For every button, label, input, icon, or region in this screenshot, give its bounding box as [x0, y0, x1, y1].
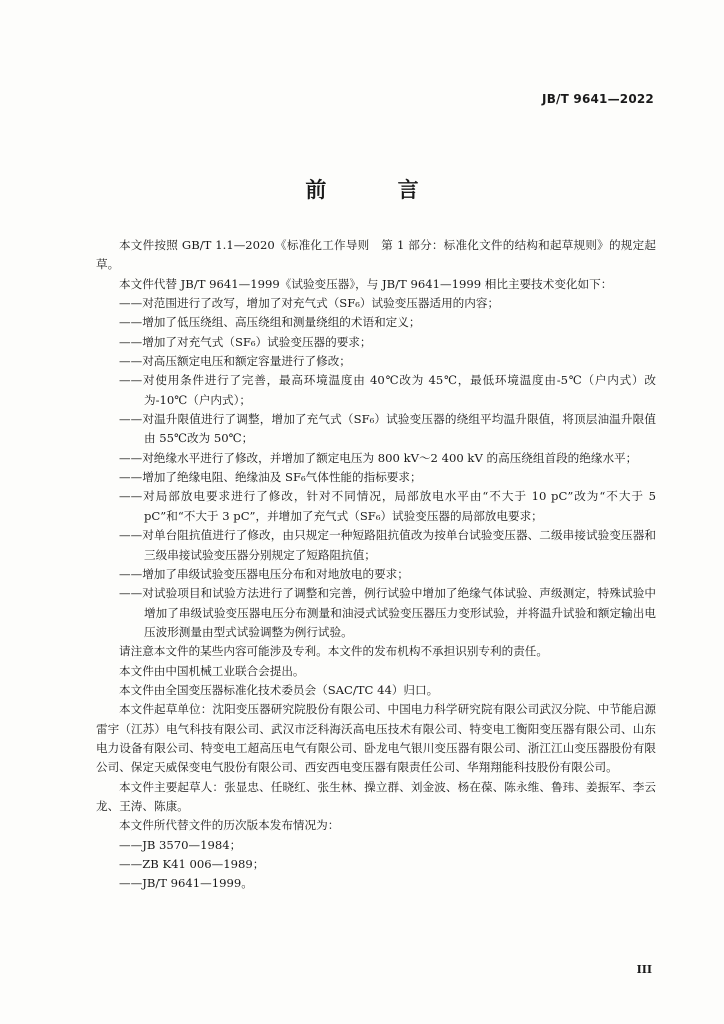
history-item: ——JB 3570—1984；	[119, 837, 242, 852]
change-item: ——对单台阻抗值进行了修改，由只规定一种短路阻抗值改为按单台试验变压器、二级串接试验变压器和三级串接试验变压器分别规定了短路阻抗值；	[119, 528, 656, 562]
change-item: ——对局部放电要求进行了修改，针对不同情况，局部放电水平由“不大于 10 pC”改为“不大于 5 pC”和“不大于 3 pC”，并增加了充气式（SF₆）试验变压器的局部放电要求；	[119, 489, 656, 523]
change-item: ——增加了绝缘电阻、绝缘油及 SF₆气体性能的指标要求；	[119, 470, 422, 485]
change-item: ——对使用条件进行了完善，最高环境温度由 40℃改为 45℃，最低环境温度由-5℃（户内式）改为-10℃（户内式）；	[119, 373, 656, 407]
main-drafters: 本文件主要起草人：张显忠、任晓红、张生林、操立群、刘金波、杨在葆、陈永维、鲁玮、姜振军、李云龙、王涛、陈康。	[96, 779, 656, 813]
history-intro: 本文件所代替文件的历次版本发布情况为：	[119, 818, 340, 833]
document-body	[96, 236, 656, 894]
change-item: ——对范围进行了改写，增加了对充气式（SF₆）试验变压器适用的内容；	[119, 296, 500, 311]
committee-statement: 本文件由全国变压器标准化技术委员会（SAC/TC 44）归口。	[119, 682, 439, 697]
proposer-statement: 本文件由中国机械工业联合会提出。	[119, 663, 305, 678]
drafting-organizations: 本文件起草单位：沈阳变压器研究院股份有限公司、中国电力科学研究院有限公司武汉分院、中节能启源雷宇（江苏）电气科技有限公司、武汉市泛科海沃高电压技术有限公司、特变电工衡阳变压器有限公司、山东电力设备有限公司、特变电工超高压电气有限公司、卧龙电气银川变压器有限公司、浙江江山变压器股份有限公司、保定天威保变电气股份有限公司、西安西电变压器有限责任公司、华翔翔能科技股份有限公司。	[96, 702, 656, 775]
page-number: III	[636, 963, 652, 976]
page-title: 前 言	[305, 178, 451, 202]
history-item: ——ZB K41 006—1989；	[119, 857, 265, 871]
history-item: ——JB/T 9641—1999。	[119, 876, 253, 891]
document-code-header: JB/T 9641—2022	[542, 92, 654, 106]
change-item: ——增加了对充气式（SF₆）试验变压器的要求；	[119, 334, 372, 349]
change-item: ——对试验项目和试验方法进行了调整和完善，例行试验中增加了绝缘气体试验、声级测定，特殊试验中增加了串级试验变压器电压分布测量和油浸式试验变压器压力变形试验，并将温升试验和额定输出电压波形测量由型式试验调整为例行试验。	[119, 586, 656, 639]
change-item: ——增加了低压绕组、高压绕组和测量绕组的术语和定义；	[119, 315, 421, 330]
change-item: ——对高压额定电压和额定容量进行了修改；	[119, 354, 351, 369]
intro-paragraph: 本文件按照 GB/T 1.1—2020《标准化工作导则 第 1 部分：标准化文件的结构和起草规则》的规定起草。	[96, 238, 656, 272]
change-item: ——对绝缘水平进行了修改，并增加了额定电压为 800 kV～2 400 kV 的高压绕组首段的绝缘水平；	[119, 450, 638, 465]
change-item: ——增加了串级试验变压器电压分布和对地放电的要求；	[119, 566, 409, 581]
change-item: ——对温升限值进行了调整，增加了充气式（SF₆）试验变压器的绕组平均温升限值，将顶层油温升限值由 55℃改为 50℃；	[119, 412, 656, 446]
intro-paragraph: 本文件代替 JB/T 9641—1999《试验变压器》，与 JB/T 9641—1999 相比主要技术变化如下：	[119, 276, 613, 291]
patent-notice: 请注意本文件的某些内容可能涉及专利。本文件的发布机构不承担识别专利的责任。	[119, 644, 548, 659]
